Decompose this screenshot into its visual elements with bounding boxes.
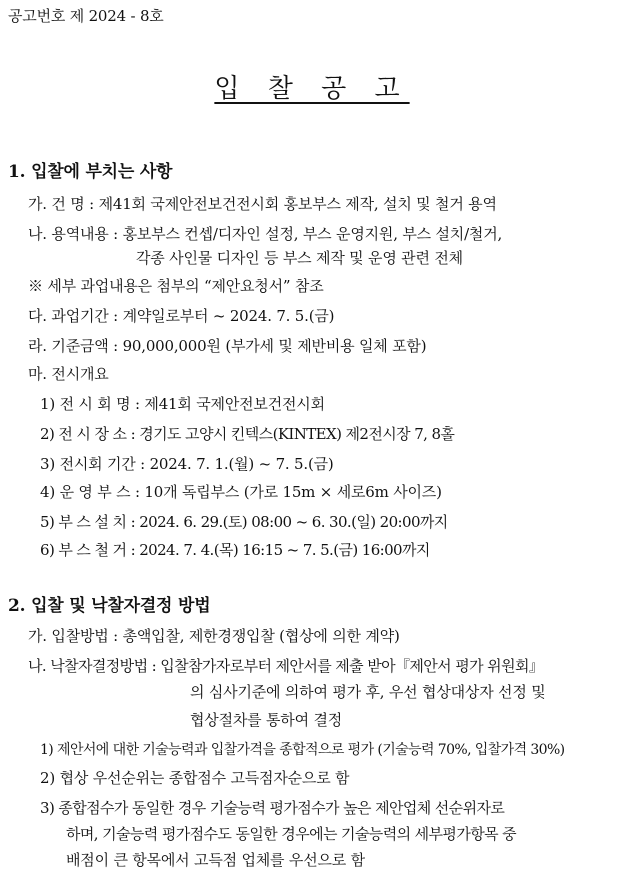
exhibition-venue-line: 2) 전 시 장 소 : 경기도 고양시 킨텍스(KINTEX) 제2전시장 7, 8홀 xyxy=(40,425,455,443)
exhibition-name-line: 1) 전 시 회 명 : 제41회 국제안전보건전시회 xyxy=(40,395,325,413)
service-content-line: 나. 용역내용 : 홍보부스 컨셉/디자인 설정, 부스 운영지원, 부스 설치/철거, xyxy=(28,225,503,243)
section2-heading: 2. 입찰 및 낙찰자결정 방법 xyxy=(8,596,211,616)
exhibition-overview-heading: 마. 전시개요 xyxy=(28,365,109,383)
booth-operation-line: 4) 운 영 부 스 : 10개 독립부스 (가로 15m × 세로6m 사이즈) xyxy=(40,483,442,501)
service-content-line-continued: 각종 사인물 디자인 등 부스 제작 및 운영 관련 전체 xyxy=(136,249,463,267)
exhibition-period-line: 3) 전시회 기간 : 2024. 7. 1.(월) ~ 7. 5.(금) xyxy=(40,455,334,473)
evaluation-criteria-line: 1) 제안서에 대한 기술능력과 입찰가격을 종합적으로 평가 (기술능력 70%, 입찰가격 30%) xyxy=(40,742,565,758)
bidding-method-line: 가. 입찰방법 : 총액입찰, 제한경쟁입찰 (협상에 의한 계약) xyxy=(28,627,400,645)
tie-break-rule-line-continued-1: 하며, 기술능력 평가점수도 동일한 경우에는 기술능력의 세부평가항목 중 xyxy=(66,825,517,843)
document-title-text: 입 찰 공 고 xyxy=(214,74,410,104)
award-method-line-continued-2: 협상절차를 통하여 결정 xyxy=(190,711,343,729)
project-name-line: 가. 건 명 : 제41회 국제안전보건전시회 홍보부스 제작, 설치 및 철거 용역 xyxy=(28,195,497,213)
tie-break-rule-line-continued-2: 배점이 큰 항목에서 고득점 업체를 우선으로 함 xyxy=(66,851,365,869)
task-period-line: 다. 과업기간 : 계약일로부터 ~ 2024. 7. 5.(금) xyxy=(28,307,335,325)
reference-note: ※ 세부 과업내용은 첨부의 “제안요청서” 참조 xyxy=(28,277,324,295)
award-method-line-continued-1: 의 심사기준에 의하여 평가 후, 우선 협상대상자 선정 및 xyxy=(190,683,546,701)
priority-rule-line: 2) 협상 우선순위는 종합점수 고득점자순으로 함 xyxy=(40,769,350,787)
base-amount-line: 라. 기준금액 : 90,000,000원 (부가세 및 제반비용 일체 포함) xyxy=(28,337,427,355)
section1-heading: 1. 입찰에 부치는 사항 xyxy=(8,162,173,182)
document-title xyxy=(0,72,624,106)
tie-break-rule-line: 3) 종합점수가 동일한 경우 기술능력 평가점수가 높은 제안업체 선순위자로 xyxy=(40,799,505,817)
booth-installation-line: 5) 부 스 설 치 : 2024. 6. 29.(토) 08:00 ~ 6. 30.(일) 20:00까지 xyxy=(40,513,448,531)
booth-removal-line: 6) 부 스 철 거 : 2024. 7. 4.(목) 16:15 ~ 7. 5.(금) 16:00까지 xyxy=(40,541,430,559)
award-method-line: 나. 낙찰자결정방법 : 입찰참가자로부터 제안서를 제출 받아『제안서 평가 위원회』 xyxy=(28,657,544,675)
notice-number: 공고번호 제 2024 - 8호 xyxy=(8,7,164,25)
